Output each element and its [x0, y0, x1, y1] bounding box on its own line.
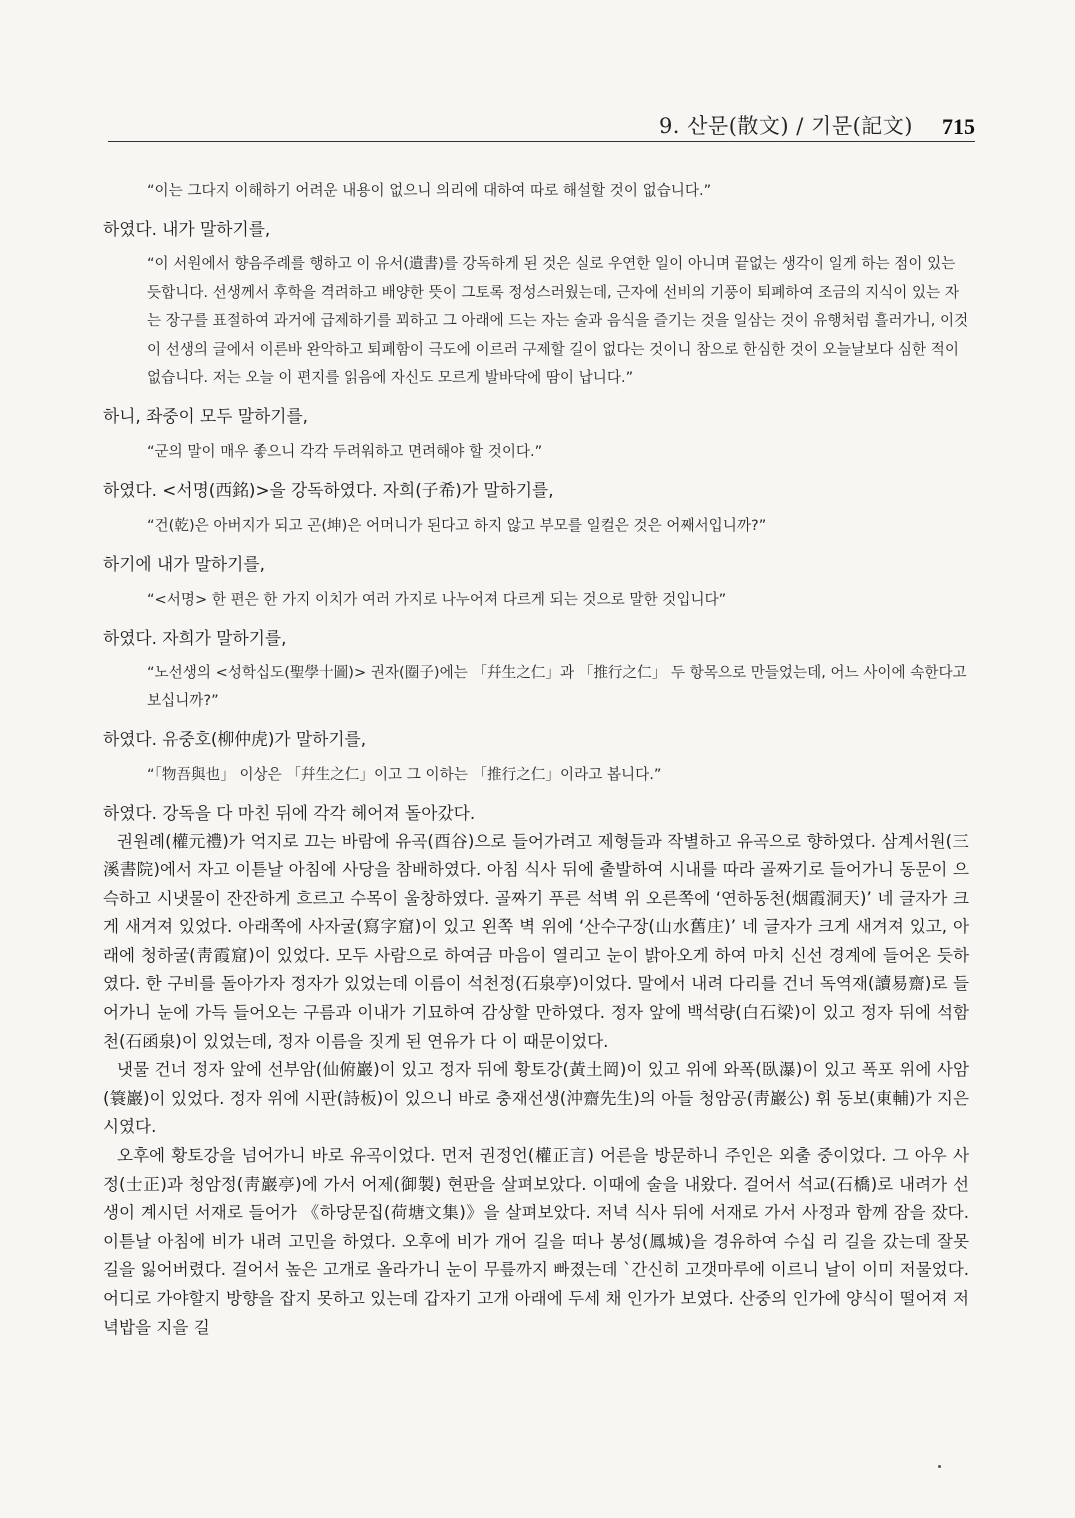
- running-header: [108, 112, 975, 142]
- quote-block: “<서명> 한 편은 한 가지 이치가 여러 가지로 나누어져 다르게 되는 것으로 말한 것입니다”: [147, 590, 727, 608]
- body-text: [103, 176, 969, 1342]
- narrative-line: 하기에 내가 말하기를,: [103, 553, 265, 574]
- page-number: 715: [942, 114, 975, 139]
- narrative-line: 하였다. 자희가 말하기를,: [103, 627, 287, 648]
- narrative-line: 하였다. 강독을 다 마친 뒤에 각각 헤어져 돌아갔다.: [103, 802, 476, 823]
- scan-speck: [938, 1465, 941, 1468]
- quote-block: “이는 그다지 이해하기 어려운 내용이 없으니 의리에 대하여 따로 해설할 것이 없습니다.”: [147, 182, 712, 199]
- narrative-line: 하였다. 유중호(柳仲虎)가 말하기를,: [103, 728, 367, 749]
- quote-block: “「物吾與也」 이상은 「幷生之仁」이고 그 이하는 「推行之仁」이라고 봅니다.”: [147, 765, 662, 783]
- quote-block: “이 서원에서 향음주례를 행하고 이 유서(遺書)를 강독하게 된 것은 실로 우연한 일이 아니며 끝없는 생각이 일게 하는 점이 있는 듯합니다. 선생께서 후학을 격려하고 배양한 뜻이 그토록 정성스러웠는데, 근자에 선비의 기풍이 퇴폐하여 조금의 지식이 있는 자는 장구를 표절하여 과거에 급제하기를 꾀하고 그 아래에 드는 자는 술과 음식을 즐기는 것을 일삼는 것이 유행처럼 흘러가니, 이것이 선생의 글에서 이른바 완악하고 퇴폐함이 극도에 이르러 구제할 길이 없다는 것이니 참으로 한심한 것이 오늘날보다 심한 적이 없습니다. 저는 오늘 이 편지를 읽음에 자신도 모르게 발바닥에 땀이 납니다.”: [147, 255, 969, 386]
- quote-block: “노선생의 <성학십도(聖學十圖)> 권자(圈子)에는 「幷生之仁」과 「推行之仁」 두 항목으로 만들었는데, 어느 사이에 속한다고 보십니까?”: [147, 663, 967, 709]
- quote-block: “군의 말이 매우 좋으니 각각 두려워하고 면려해야 할 것이다.”: [147, 442, 543, 460]
- body-paragraph: 오후에 황토강을 넘어가니 바로 유곡이었다. 먼저 권정언(權正言) 어른을 방문하니 주인은 외출 중이었다. 그 아우 사정(士正)과 청암정(靑巖亭)에 가서 어제(御製) 현판을 살펴보았다. 이때에 술을 내왔다. 걸어서 석교(石橋)로 내려가 선생이 계시던 서재로 들어가 《하당문집(荷塘文集)》을 살펴보았다. 저녁 식사 뒤에 서재로 가서 사정과 함께 잠을 잤다. 이튿날 아침에 비가 내려 고민을 하였다. 오후에 비가 개어 길을 떠나 봉성(鳳城)을 경유하여 수십 리 길을 갔는데 잘못 길을 잃어버렸다. 걸어서 높은 고개로 올라가니 눈이 무릎까지 빠졌는데 `간신히 고갯마루에 이르니 날이 이미 저물었다. 어디로 가야할지 방향을 잡지 못하고 있는데 갑자기 고개 아래에 두세 채 인가가 보였다. 산중의 인가에 양식이 떨어져 저녁밥을 지을 길: [103, 1146, 969, 1337]
- narrative-line: 하니, 좌중이 모두 말하기를,: [103, 405, 308, 426]
- chapter-title: 9. 산문(散文) / 기문(記文): [658, 114, 913, 138]
- quote-block: “건(乾)은 아버지가 되고 곤(坤)은 어머니가 된다고 하지 않고 부모를 일컬은 것은 어째서입니까?”: [147, 516, 767, 534]
- narrative-line: 하였다. 내가 말하기를,: [103, 219, 271, 239]
- body-paragraph: 냇물 건너 정자 앞에 선부암(仙俯巖)이 있고 정자 뒤에 황토강(黃土岡)이 있고 위에 와폭(臥瀑)이 있고 폭포 위에 사암(簑巖)이 있었다. 정자 위에 시판(詩板)이 있으니 바로 충재선생(沖齋先生)의 아들 청암공(靑巖公) 휘 동보(東輔)가 지은 시였다.: [103, 1060, 969, 1137]
- header-rule: [108, 141, 975, 142]
- narrative-line: 하였다. <서명(西銘)>을 강독하였다. 자희(子希)가 말하기를,: [103, 479, 554, 500]
- body-paragraph: 권원례(權元禮)가 억지로 끄는 바람에 유곡(酉谷)으로 들어가려고 제형들과 작별하고 유곡으로 향하였다. 삼계서원(三溪書院)에서 자고 이튿날 아침에 사당을 참배하였다. 아침 식사 뒤에 출발하여 시내를 따라 골짜기로 들어가니 동문이 으슥하고 시냇물이 잔잔하게 흐르고 수목이 울창하였다. 골짜기 푸른 석벽 위 오른쪽에 ‘연하동천(烟霞洞天)’ 네 글자가 크게 새겨져 있었다. 아래쪽에 사자굴(寫字窟)이 있고 왼쪽 벽 위에 ‘산수구장(山水舊庄)’ 네 글자가 크게 새겨져 있고, 아래에 청하굴(靑霞窟)이 있었다. 모두 사람으로 하여금 마음이 열리고 눈이 밝아오게 하여 마치 신선 경계에 들어온 듯하였다. 한 구비를 돌아가자 정자가 있었는데 이름이 석천정(石泉亭)이었다. 말에서 내려 다리를 건너 독역재(讀易齋)로 들어가니 눈에 가득 들어오는 구름과 이내가 기묘하여 감상할 만하였다. 정자 앞에 백석량(白石梁)이 있고 정자 뒤에 석함천(石函泉)이 있었는데, 정자 이름을 짓게 된 연유가 다 이 때문이었다.: [103, 831, 970, 1051]
